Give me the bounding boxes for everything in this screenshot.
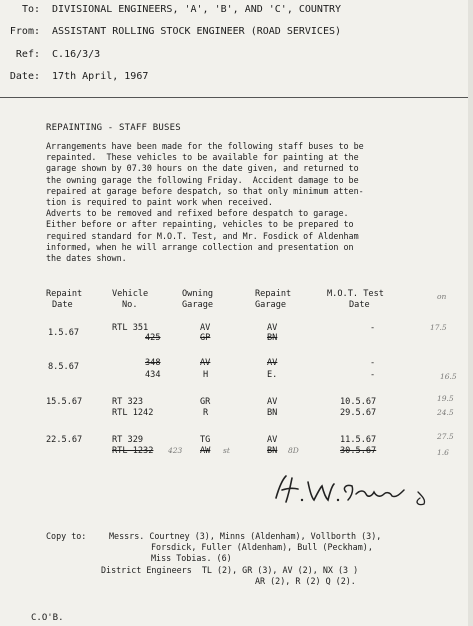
- to-line: [0, 4, 341, 15]
- header-text: Date: [52, 300, 73, 310]
- row2-date: 8.5.67: [48, 362, 80, 372]
- annotation-row4a: 27.5: [437, 432, 454, 441]
- body-line: repaired at garage before despatch, so that only minimum atten-: [46, 185, 364, 196]
- col-header-mot-date: [327, 289, 384, 311]
- ref-label: Ref:: [15, 49, 40, 60]
- annotation-row4-vehicle: 423: [168, 446, 183, 455]
- signature-image: [268, 470, 438, 510]
- row3-owning-1: GR: [200, 397, 211, 407]
- copy-line: Messrs. Courtney (3), Minns (Aldenham), Vollborth (3),: [109, 531, 382, 541]
- annotation-row2: 16.5: [440, 372, 457, 381]
- body-line: repainted. These vehicles to be available for painting at the: [46, 152, 359, 163]
- row4-repaint-1: AV: [267, 435, 278, 445]
- row2-vehicle-2: 434: [145, 370, 161, 380]
- row2-owning-1: AV: [200, 358, 211, 368]
- to-value: DIVISIONAL ENGINEERS, 'A', 'B', AND 'C', COUNTRY: [52, 4, 342, 15]
- row4-owning-1: TG: [200, 435, 211, 445]
- row4-date: 22.5.67: [46, 435, 83, 445]
- body-line: informed, when he will arrange collection and presentation on: [46, 241, 354, 252]
- row2-repaint-2: E.: [267, 370, 278, 380]
- from-value: ASSISTANT ROLLING STOCK ENGINEER (ROAD SERVICES): [52, 26, 342, 37]
- row4-mot-1: 11.5.67: [340, 435, 377, 445]
- annotation-top-right: on: [437, 292, 447, 301]
- from-label: From:: [9, 26, 40, 37]
- body-paragraph: [46, 141, 446, 264]
- page-edge: [468, 0, 473, 626]
- header-text: Vehicle: [112, 289, 149, 299]
- annotation-row3b: 24.5: [437, 408, 454, 417]
- row3-owning-2: R: [203, 408, 209, 418]
- ref-value: C.16/3/3: [52, 49, 101, 60]
- col-header-owning-garage: [182, 289, 213, 311]
- body-line: Arrangements have been made for the following staff buses to be: [46, 141, 364, 151]
- row1-vehicle-2: 425: [145, 333, 161, 343]
- row3-mot-2: 29.5.67: [340, 408, 377, 418]
- row2-mot-2: -: [370, 370, 376, 380]
- author-initials: C.O'B.: [31, 613, 64, 623]
- date-value: 17th April, 1967: [52, 71, 149, 82]
- body-line: the owning garage the following Friday. Accident damage to be: [46, 174, 359, 185]
- row3-repaint-2: BN: [267, 408, 278, 418]
- header-text: Owning: [182, 289, 214, 299]
- date-label: Date:: [9, 71, 40, 82]
- row3-mot-1: 10.5.67: [340, 397, 377, 407]
- date-line: [0, 71, 148, 82]
- header-text: Repaint: [46, 289, 83, 299]
- annotation-row1: 17.5: [430, 323, 447, 332]
- header-text: Date: [349, 300, 370, 310]
- header-text: Garage: [255, 300, 287, 310]
- header-text: Garage: [182, 300, 214, 310]
- col-header-repaint-date: [46, 289, 82, 311]
- row3-vehicle-2: RTL 1242: [112, 408, 154, 418]
- col-header-vehicle-no: [112, 289, 148, 311]
- row1-repaint-1: AV: [267, 323, 278, 333]
- row4-vehicle-1: RT 329: [112, 435, 144, 445]
- row1-repaint-2: BN: [267, 333, 278, 343]
- row1-owning-2: GP: [200, 333, 211, 343]
- row4-mot-2: 30.5.67: [340, 446, 377, 456]
- body-line: tion is required to paint work when received.: [46, 197, 273, 208]
- row1-owning-1: AV: [200, 323, 211, 333]
- row1-mot-1: -: [370, 323, 376, 333]
- from-line: [0, 26, 341, 37]
- row4-owning-2: AW: [200, 446, 211, 456]
- row3-vehicle-1: RT 323: [112, 397, 144, 407]
- row4-repaint-2: BN: [267, 446, 278, 456]
- ref-line: [0, 49, 100, 60]
- header-divider: [0, 97, 473, 98]
- row2-owning-2: H: [203, 370, 209, 380]
- annotation-row4b: 1.6: [437, 448, 449, 457]
- copy-line: AR (2), R (2) Q (2).: [255, 576, 356, 586]
- to-label: To:: [21, 4, 40, 15]
- row2-mot-1: -: [370, 358, 376, 368]
- body-line: Adverts to be removed and refixed before despatch to garage.: [46, 208, 349, 219]
- row1-date: 1.5.67: [48, 328, 80, 338]
- copy-label: Copy to:: [46, 531, 87, 541]
- header-text: M.O.T. Test: [327, 289, 384, 299]
- body-line: required standard for M.O.T. Test, and Mr. Fosdick of Aldenham: [46, 230, 359, 241]
- row2-vehicle-1: 348: [145, 358, 161, 368]
- copy-line: District Engineers TL (2), GR (3), AV (2), NX (3 ): [101, 565, 359, 575]
- row4-vehicle-2: RTL 1232: [112, 446, 154, 456]
- annotation-row4-repaint: 8D: [288, 446, 299, 455]
- annotation-row3a: 19.5: [437, 394, 454, 403]
- body-line: the dates shown.: [46, 253, 127, 264]
- row1-vehicle-1: RTL 351: [112, 323, 149, 333]
- header-text: Repaint: [255, 289, 292, 299]
- row2-repaint-1: AV: [267, 358, 278, 368]
- copy-line: Forsdick, Fuller (Aldenham), Bull (Peckham),: [151, 542, 373, 552]
- row3-date: 15.5.67: [46, 397, 83, 407]
- row3-repaint-1: AV: [267, 397, 278, 407]
- col-header-repaint-garage: [255, 289, 291, 311]
- subject-line: REPAINTING - STAFF BUSES: [46, 123, 181, 133]
- copy-line: Miss Tobias. (6): [151, 553, 232, 563]
- body-line: garage shown by 07.30 hours on the date given, and returned to: [46, 163, 359, 174]
- annotation-row4-garage: st: [223, 446, 230, 455]
- header-text: No.: [122, 300, 138, 310]
- body-line: Either before or after repainting, vehicles to be prepared to: [46, 219, 354, 230]
